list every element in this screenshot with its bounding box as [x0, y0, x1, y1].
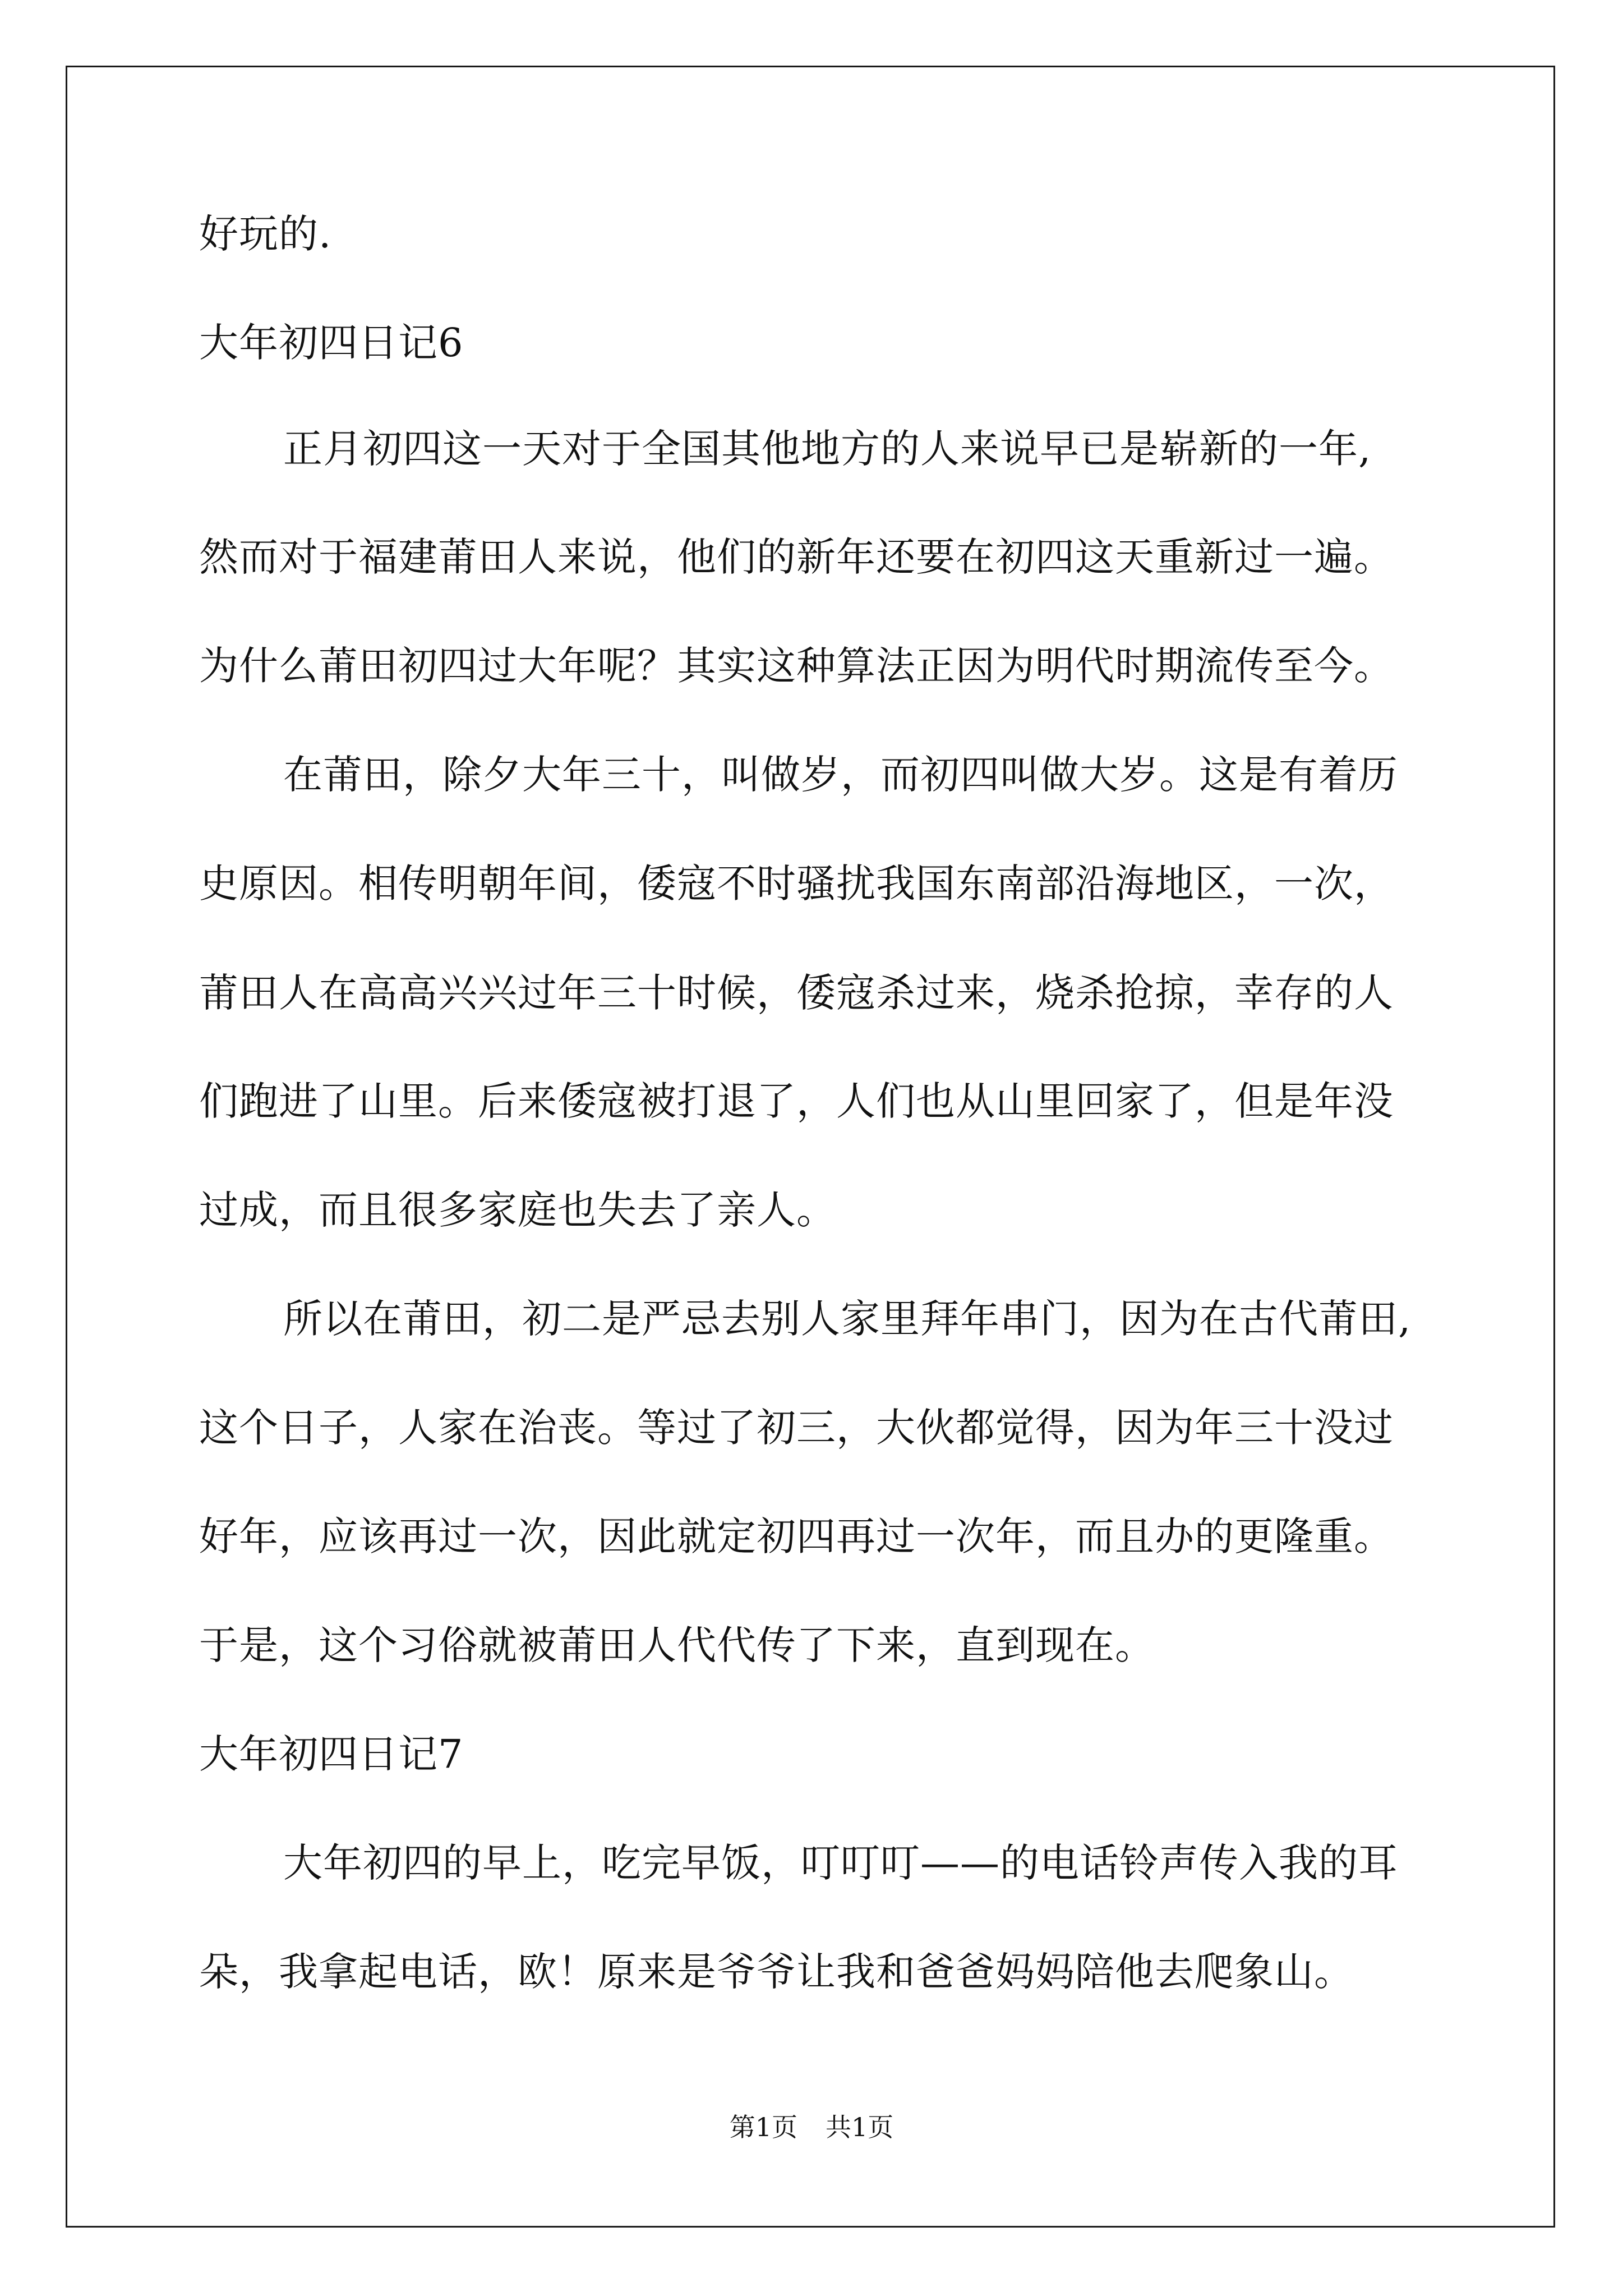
paragraph-line: 为什么莆田初四过大年呢？其实这种算法正因为明代时期流传至今。 [199, 643, 1394, 689]
text-line: 好玩的. [199, 211, 332, 257]
page-total: 共1页 [826, 2112, 894, 2142]
section-heading: 大年初四日记6 [199, 320, 464, 366]
paragraph-line: 朵，我拿起电话，欧！原来是爷爷让我和爸爸妈妈陪他去爬象山。 [199, 1949, 1354, 1995]
paragraph-line: 好年，应该再过一次，因此就定初四再过一次年，而且办的更隆重。 [199, 1513, 1394, 1559]
paragraph-line: 们跑进了山里。后来倭寇被打退了，人们也从山里回家了，但是年没 [199, 1078, 1394, 1124]
paragraph-line: 莆田人在高高兴兴过年三十时候，倭寇杀过来，烧杀抢掠，幸存的人 [199, 970, 1394, 1016]
paragraph-line: 正月初四这一天对于全国其他地方的人来说早已是崭新的一年, [283, 426, 1372, 472]
page-number: 第1页 [729, 2112, 797, 2142]
paragraph-line: 这个日子，人家在治丧。等过了初三，大伙都觉得，因为年三十没过 [199, 1405, 1394, 1451]
paragraph-line: 在莆田，除夕大年三十，叫做岁，而初四叫做大岁。这是有着历 [283, 752, 1398, 798]
section-heading: 大年初四日记7 [199, 1731, 464, 1777]
paragraph-line: 所以在莆田，初二是严忌去别人家里拜年串门，因为在古代莆田, [283, 1296, 1412, 1342]
page-footer [0, 2110, 1623, 2144]
page-border [66, 66, 1555, 2228]
paragraph-line: 大年初四的早上，吃完早饭，叮叮叮——的电话铃声传入我的耳 [283, 1840, 1398, 1886]
paragraph-line: 过成，而且很多家庭也失去了亲人。 [199, 1187, 836, 1233]
paragraph-line: 史原因。相传明朝年间，倭寇不时骚扰我国东南部沿海地区，一次， [199, 861, 1394, 907]
paragraph-line: 于是，这个习俗就被莆田人代代传了下来，直到现在。 [199, 1622, 1155, 1668]
paragraph-line: 然而对于福建莆田人来说，他们的新年还要在初四这天重新过一遍。 [199, 534, 1394, 580]
